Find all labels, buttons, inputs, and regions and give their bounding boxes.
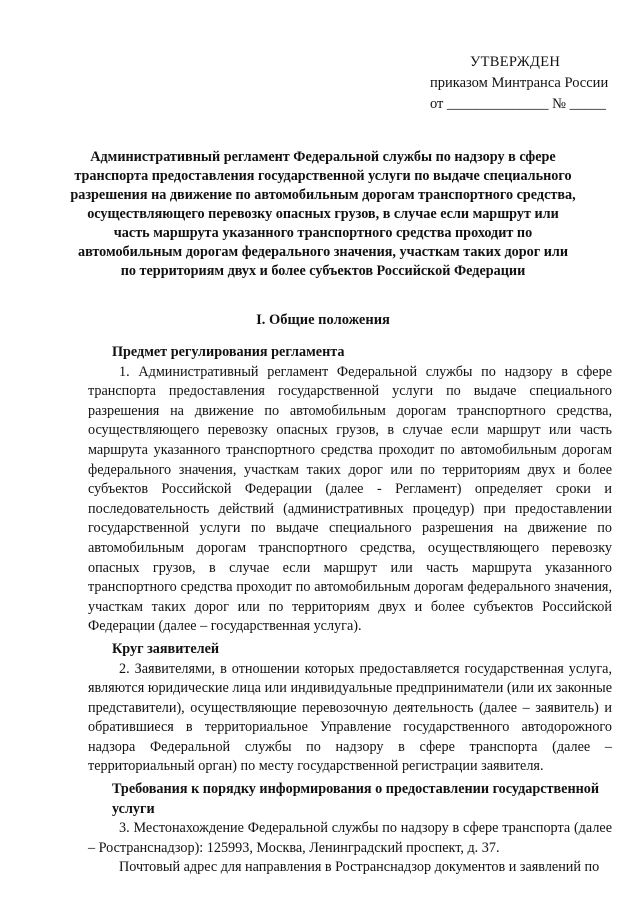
document-body: [88, 343, 612, 878]
paragraph-4: Почтовый адрес для направления в Ространснадзор документов и заявлений по: [119, 859, 600, 876]
approval-title: УТВЕРЖДЕН: [470, 54, 561, 70]
subsection-heading-applicants: Круг заявителей: [112, 640, 220, 657]
approval-stamp: [430, 52, 630, 115]
paragraph-2: 2. Заявителями, в отношении которых предоставляется государственная услуга, являются юридические лица или индивидуальные предприниматели (или их законные представители), осуществляющие перевозочную деятельность (далее – заявитель) и обратившиеся в территориальное Управление государственного автодорожного надзора Федеральной службы по надзору в сфере транспорта (далее – территориальный орган) по месту государственной регистрации заявителя.: [88, 660, 612, 775]
paragraph-3: 3. Местонахождение Федеральной службы по надзору в сфере транспорта (далее – Ространснадзор): 125993, Москва, Ленинградский проспект, д. 37.: [88, 820, 612, 856]
paragraph-1: 1. Административный регламент Федеральной службы по надзору в сфере транспорта предоставления государственной услуги по выдаче специального разрешения на движение по автомобильным дорогам транспортного средства, осуществляющего перевозку опасных грузов, в случае если маршрут или часть маршрута указанного транспортного средства проходит по автомобильным дорогам федерального значения, участкам таких дорог или по территориям двух и более субъектов Российской Федерации (далее - Регламент) определяет сроки и последовательность действий (административных процедур) при предоставлении государственной услуги по выдаче специального разрешения на движение по автомобильным дорогам транспортного средства, осуществляющего перевозку опасных грузов, в случае если маршрут или часть маршрута указанного транспортного средства проходит по автомобильным дорогам федерального значения, участкам таких дорог или по территориям двух и более субъектов Российской Федерации (далее – государственная услуга).: [88, 363, 612, 635]
approval-order: приказом Минтранса России: [430, 75, 609, 91]
approval-date-number: от ______________ № _____: [430, 96, 606, 112]
section-heading: I. Общие положения: [256, 312, 390, 328]
document-title: Административный регламент Федеральной службы по надзору в сфере транспорта предоставления государственной услуги по выдаче специального разрешения на движение по автомобильным дорогам транспортного средства, осуществляющего перевозку опасных грузов, в случае если маршрут или часть маршрута указанного транспортного средства проходит по автомобильным дорогам федерального значения, участкам таких дорог или по территориям двух и более субъектов Российской Федерации: [70, 149, 576, 279]
subsection-heading-informing: Требования к порядку информирования о предоставлении государственной услуги: [112, 781, 600, 817]
subsection-heading-subject: Предмет регулирования регламента: [112, 344, 345, 360]
